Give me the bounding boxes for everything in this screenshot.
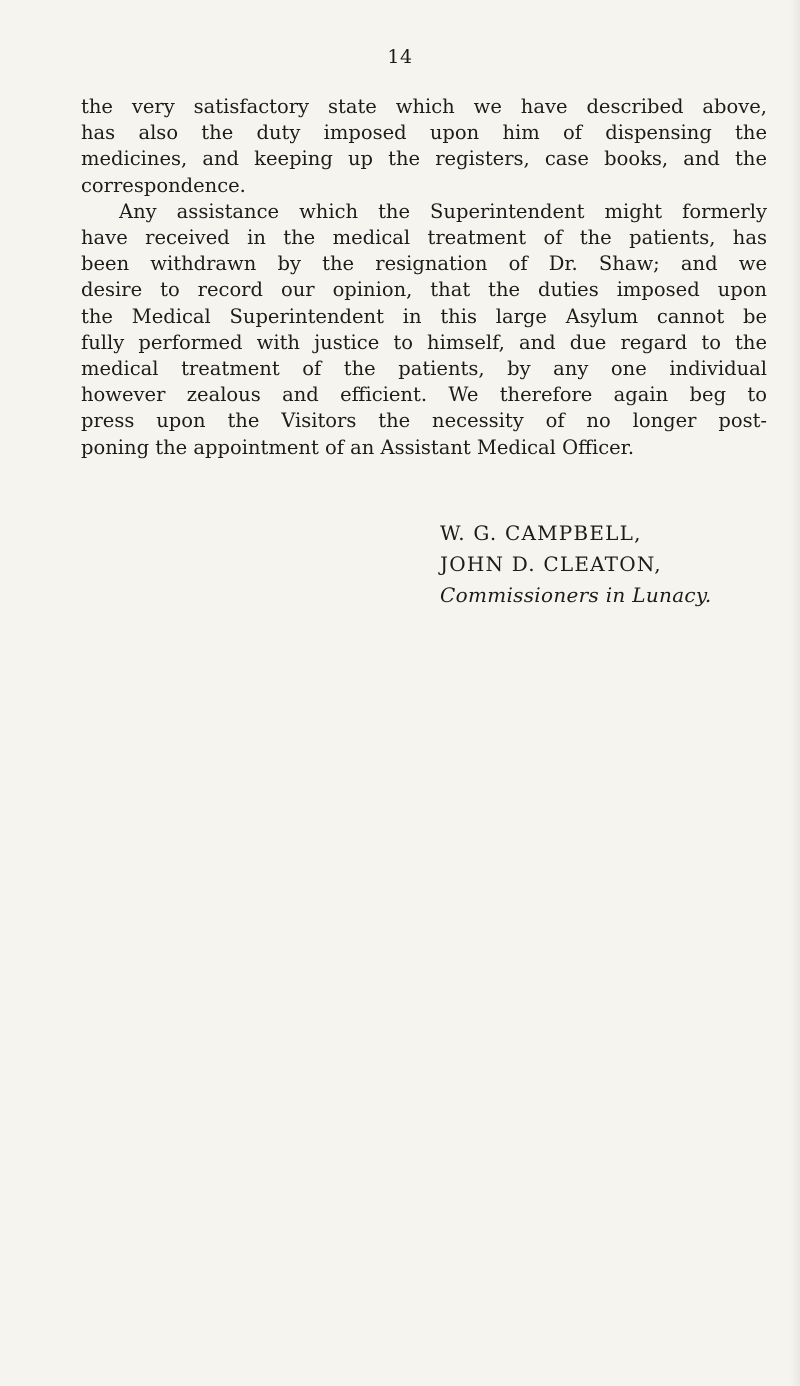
signatory-name: JOHN D. CLEATON, xyxy=(440,552,662,576)
text-line: correspondence. xyxy=(81,173,246,197)
text-line: press upon the Visitors the necessity of no longer post- xyxy=(81,409,767,433)
text-line: fully performed with justice to himself, and due regard to the xyxy=(81,330,767,354)
signatory-title: Commissioners in Lunacy. xyxy=(440,583,712,607)
signature-block xyxy=(440,518,712,611)
text-line: have received in the medical treatment of the patients, has xyxy=(81,226,767,250)
body-text xyxy=(81,94,767,461)
text-line: desire to record our opinion, that the duties imposed upon xyxy=(81,278,767,302)
signatory-name: W. G. CAMPBELL, xyxy=(440,521,642,545)
page-edge-shadow xyxy=(790,0,800,1386)
page-number: 14 xyxy=(387,46,413,68)
text-line: has also the duty imposed upon him of dispensing the xyxy=(81,121,767,145)
text-line: the very satisfactory state which we have described above, xyxy=(81,95,767,118)
text-line: the Medical Superintendent in this large Asylum cannot be xyxy=(81,304,767,328)
text-line: Any assistance which the Superintendent might formerly xyxy=(119,199,767,223)
text-line: medical treatment of the patients, by any one individual xyxy=(81,357,767,381)
text-line: medicines, and keeping up the registers, case books, and the xyxy=(81,147,767,171)
text-line: been withdrawn by the resignation of Dr. Shaw; and we xyxy=(81,252,767,276)
text-line: poning the appointment of an Assistant Medical Officer. xyxy=(81,435,635,459)
text-line: however zealous and efficient. We therefore again beg to xyxy=(81,383,767,407)
